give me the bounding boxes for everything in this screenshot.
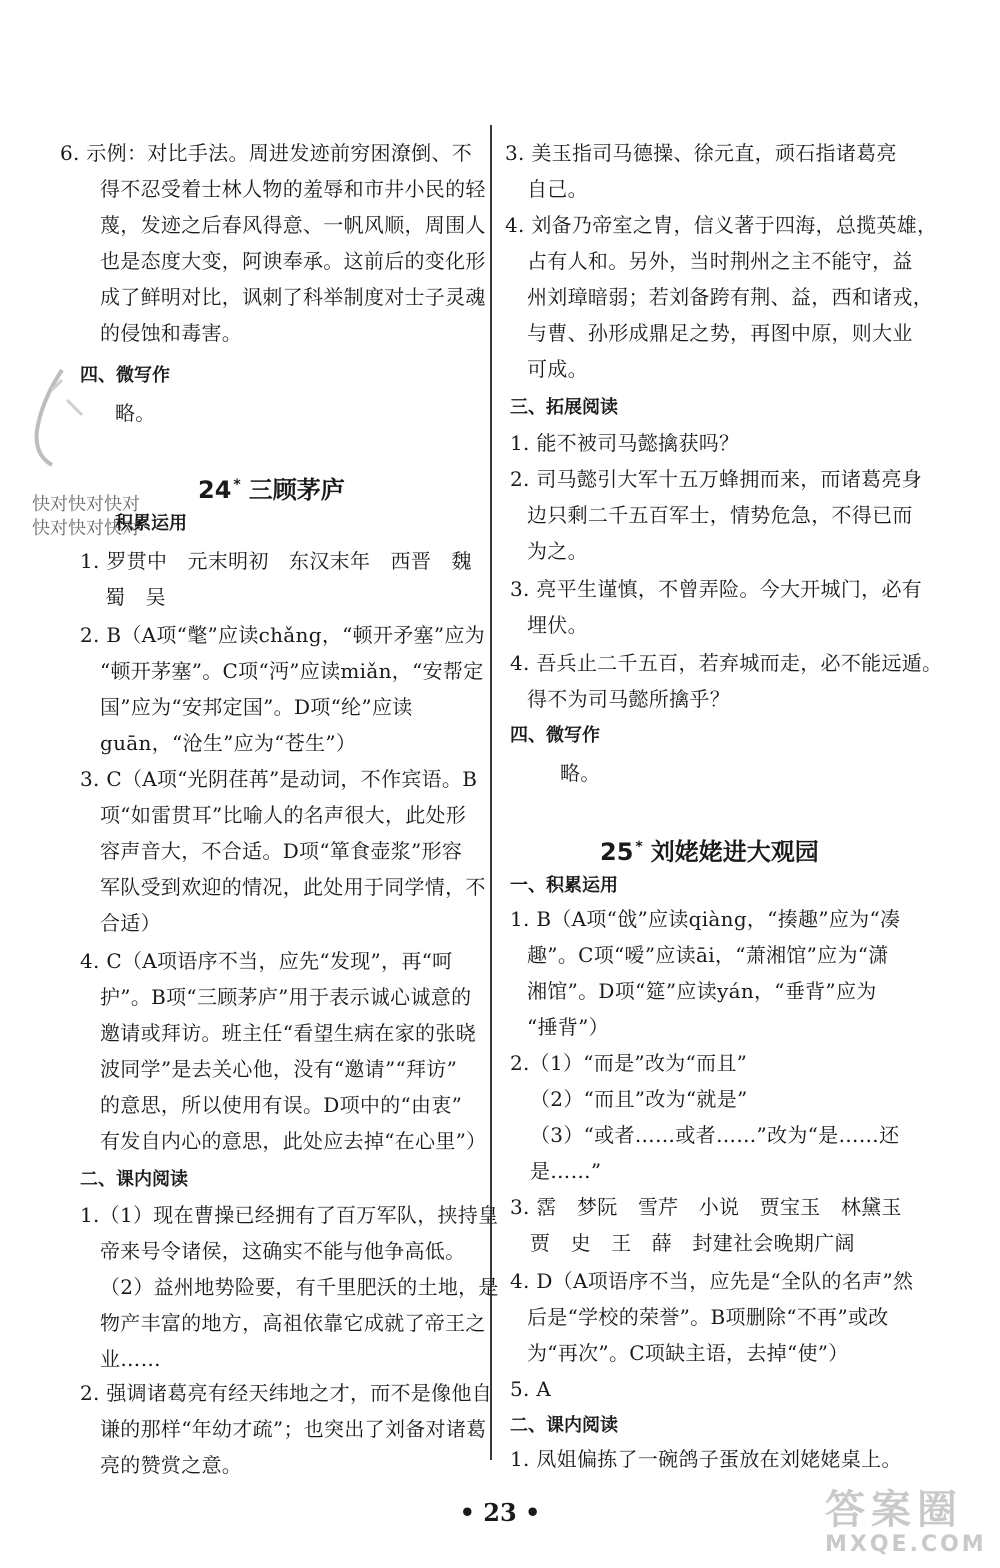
left-q3-line: 3. C（A项“光阴荏苒”是动词，不作宾语。B [80,767,478,791]
right-e3-line: 3. 亮平生谨慎，不曾弄险。今大开城门，必有 [510,577,923,601]
right-a4-line: 4. D（A项语序不当，应先是“全队的名声”然 [510,1269,914,1293]
left-q4-line: 护”。B项“三顾茅庐”用于表示诚心诚意的 [100,985,472,1009]
right-e2-line: 为之。 [527,539,588,563]
lesson-number: 25 [600,838,634,866]
left-sec1-head: 积累运用 [115,513,187,534]
right-r4-line: 可成。 [527,357,588,381]
right-sec4-head: 四、微写作 [510,725,600,746]
left-lesson-title [198,470,345,505]
watermark-line-1: 快对快对快对 [32,494,140,515]
right-a4-line: 为“再次”。C项缺主语，去掉“使”） [527,1341,849,1365]
left-q6-line: 得不忍受着士林人物的羞辱和市井小民的轻 [100,177,486,201]
right-a4-line: 后是“学校的荣誉”。B项删除“不再”或改 [527,1305,889,1329]
left-q4-line: 邀请或拜访。班主任“看望生病在家的张晓 [100,1021,476,1045]
page-number: • 23 • [459,1498,541,1527]
watermark-line-2: 快对快对快对 [32,518,140,539]
lesson-title-text: 刘姥姥进大观园 [650,838,819,866]
left-sec2-head: 二、课内阅读 [80,1169,188,1190]
right-a3-line: 贾 史 王 薛 封建社会晚期广阔 [530,1231,855,1255]
right-a3-line: 3. 霑 梦阮 雪芹 小说 贾宝玉 林黛玉 [510,1195,902,1219]
left-q3-line: 项“如雷贯耳”比喻人的名声很大，此处形 [100,803,467,827]
left-q6-line: 6. 示例：对比手法。周进发迹前穷困潦倒、不 [60,141,473,165]
column-divider [490,125,492,1460]
left-q3-line: 合适） [100,911,161,935]
right-r4-line: 州刘璋暗弱；若刘备跨有荆、益，西和诸戎， [527,285,933,309]
left-q1-line: 蜀 吴 [105,585,166,609]
left-q2-line: guān，“沧生”应为“苍生”） [100,731,357,755]
site-logo [825,1488,985,1558]
right-a2-line: （3）“或者……或者……”改为“是……还 [530,1123,900,1147]
right-e4-line: 4. 吾兵止二千五百，若弃城而走，必不能远遁。 [510,651,943,675]
left-q4-line: 波同学”是去关心他，没有“邀请”“拜访” [100,1057,458,1081]
right-r3-line: 3. 美玉指司马德操、徐元直，顽石指诸葛亮 [505,141,897,165]
right-a2-line: （2）“而且”改为“就是” [530,1087,748,1111]
right-lesson-title [600,832,819,867]
left-q2-line: 国”应为“安邦定国”。D项“纶”应读 [100,695,413,719]
right-a2-line: 2.（1）“而是”改为“而且” [510,1051,748,1075]
right-a1-line: 湘馆”。D项“筵”应读yán，“垂背”应为 [527,979,877,1003]
right-r3-line: 自己。 [527,177,588,201]
left-q6-line: 成了鲜明对比，讽刺了科举制度对士子灵魂 [100,285,486,309]
right-e2-line: 边只剩二千五百军士，情势危急，不得已而 [527,503,913,527]
right-a5-line: 5. A [510,1377,552,1401]
left-r2-line: 谦的那样“年幼才疏”；也突出了刘备对诸葛 [100,1417,487,1441]
right-sec1-head: 一、积累运用 [510,875,618,896]
right-e4-line: 得不为司马懿所擒乎？ [527,687,730,711]
right-a1-line: 趣”。C项“嗳”应读āi，“萧湘馆”应为“潇 [527,943,889,967]
right-a2-line: 是……” [530,1159,602,1183]
lesson-number: 24 [198,476,232,504]
left-q6-line: 的侵蚀和毒害。 [100,321,243,345]
left-sec4-head: 四、微写作 [80,365,170,386]
left-r1-line: （2）益州地势险要，有千里肥沃的土地，是 [100,1275,499,1299]
lesson-mark: * [635,839,643,855]
right-e1-line: 1. 能不被司马懿擒获吗？ [510,431,740,455]
left-r1-line: 1.（1）现在曹操已经拥有了百万军队，挟持皇 [80,1203,499,1227]
lesson-title-text: 三顾茅庐 [248,476,345,504]
right-r4-line: 与曹、孙形成鼎足之势，再图中原，则大业 [527,321,913,345]
right-sec4-body: 略。 [560,761,601,785]
left-q4-line: 的意思，所以使用有误。D项中的“由衷” [100,1093,463,1117]
left-q3-line: 军队受到欢迎的情况，此处用于同学情，不 [100,875,486,899]
left-q4-line: 有发自内心的意思，此处应去掉“在心里”） [100,1129,487,1153]
left-r1-line: 业…… [100,1347,161,1371]
right-a1-line: “捶背”） [527,1015,609,1039]
right-sec2-head: 二、课内阅读 [510,1415,618,1436]
right-r4-line: 占有人和。另外，当时荆州之主不能守，益 [527,249,913,273]
logo-text: 答案圈 [825,1487,963,1533]
lesson-mark: * [233,477,241,493]
right-sec3-head: 三、拓展阅读 [510,397,618,418]
right-e3-line: 埋伏。 [527,613,588,637]
left-q4-line: 4. C（A项语序不当，应先“发现”，再“呵 [80,949,453,973]
left-q6-line: 也是态度大变，阿谀奉承。这前后的变化形 [100,249,486,273]
left-q3-line: 容声音大，不合适。D项“箪食壶浆”形容 [100,839,463,863]
right-e2-line: 2. 司马懿引大军十五万蜂拥而来，而诸葛亮身 [510,467,923,491]
left-r1-line: 物产丰富的地方，高祖依靠它成就了帝王之 [100,1311,486,1335]
left-r1-line: 帝来号令诸侯，这确实不能与他争高低。 [100,1239,466,1263]
left-q1-line: 1. 罗贯中 元末明初 东汉末年 西晋 魏 [80,549,472,573]
left-r2-line: 亮的赞赏之意。 [100,1453,243,1477]
left-q2-line: 2. B（A项“氅”应读chǎng，“顿开矛塞”应为 [80,623,485,647]
left-sec4-body: 略。 [115,401,156,425]
logo-url: MXQE.COM [825,1532,987,1557]
right-r4-line: 4. 刘备乃帝室之胄，信义著于四海，总揽英雄， [505,213,938,237]
right-a1-line: 1. B（A项“戗”应读qiàng，“揍趣”应为“凑 [510,907,901,931]
left-r2-line: 2. 强调诸葛亮有经天纬地之才，而不是像他自 [80,1381,493,1405]
left-q6-line: 蔑，发迹之后春风得意、一帆风顺，周围人 [100,213,486,237]
left-q2-line: “顿开茅塞”。C项“沔”应读miǎn，“安帮定 [100,659,484,683]
right-b1-line: 1. 凤姐偏拣了一碗鸽子蛋放在刘姥姥桌上。 [510,1447,902,1471]
